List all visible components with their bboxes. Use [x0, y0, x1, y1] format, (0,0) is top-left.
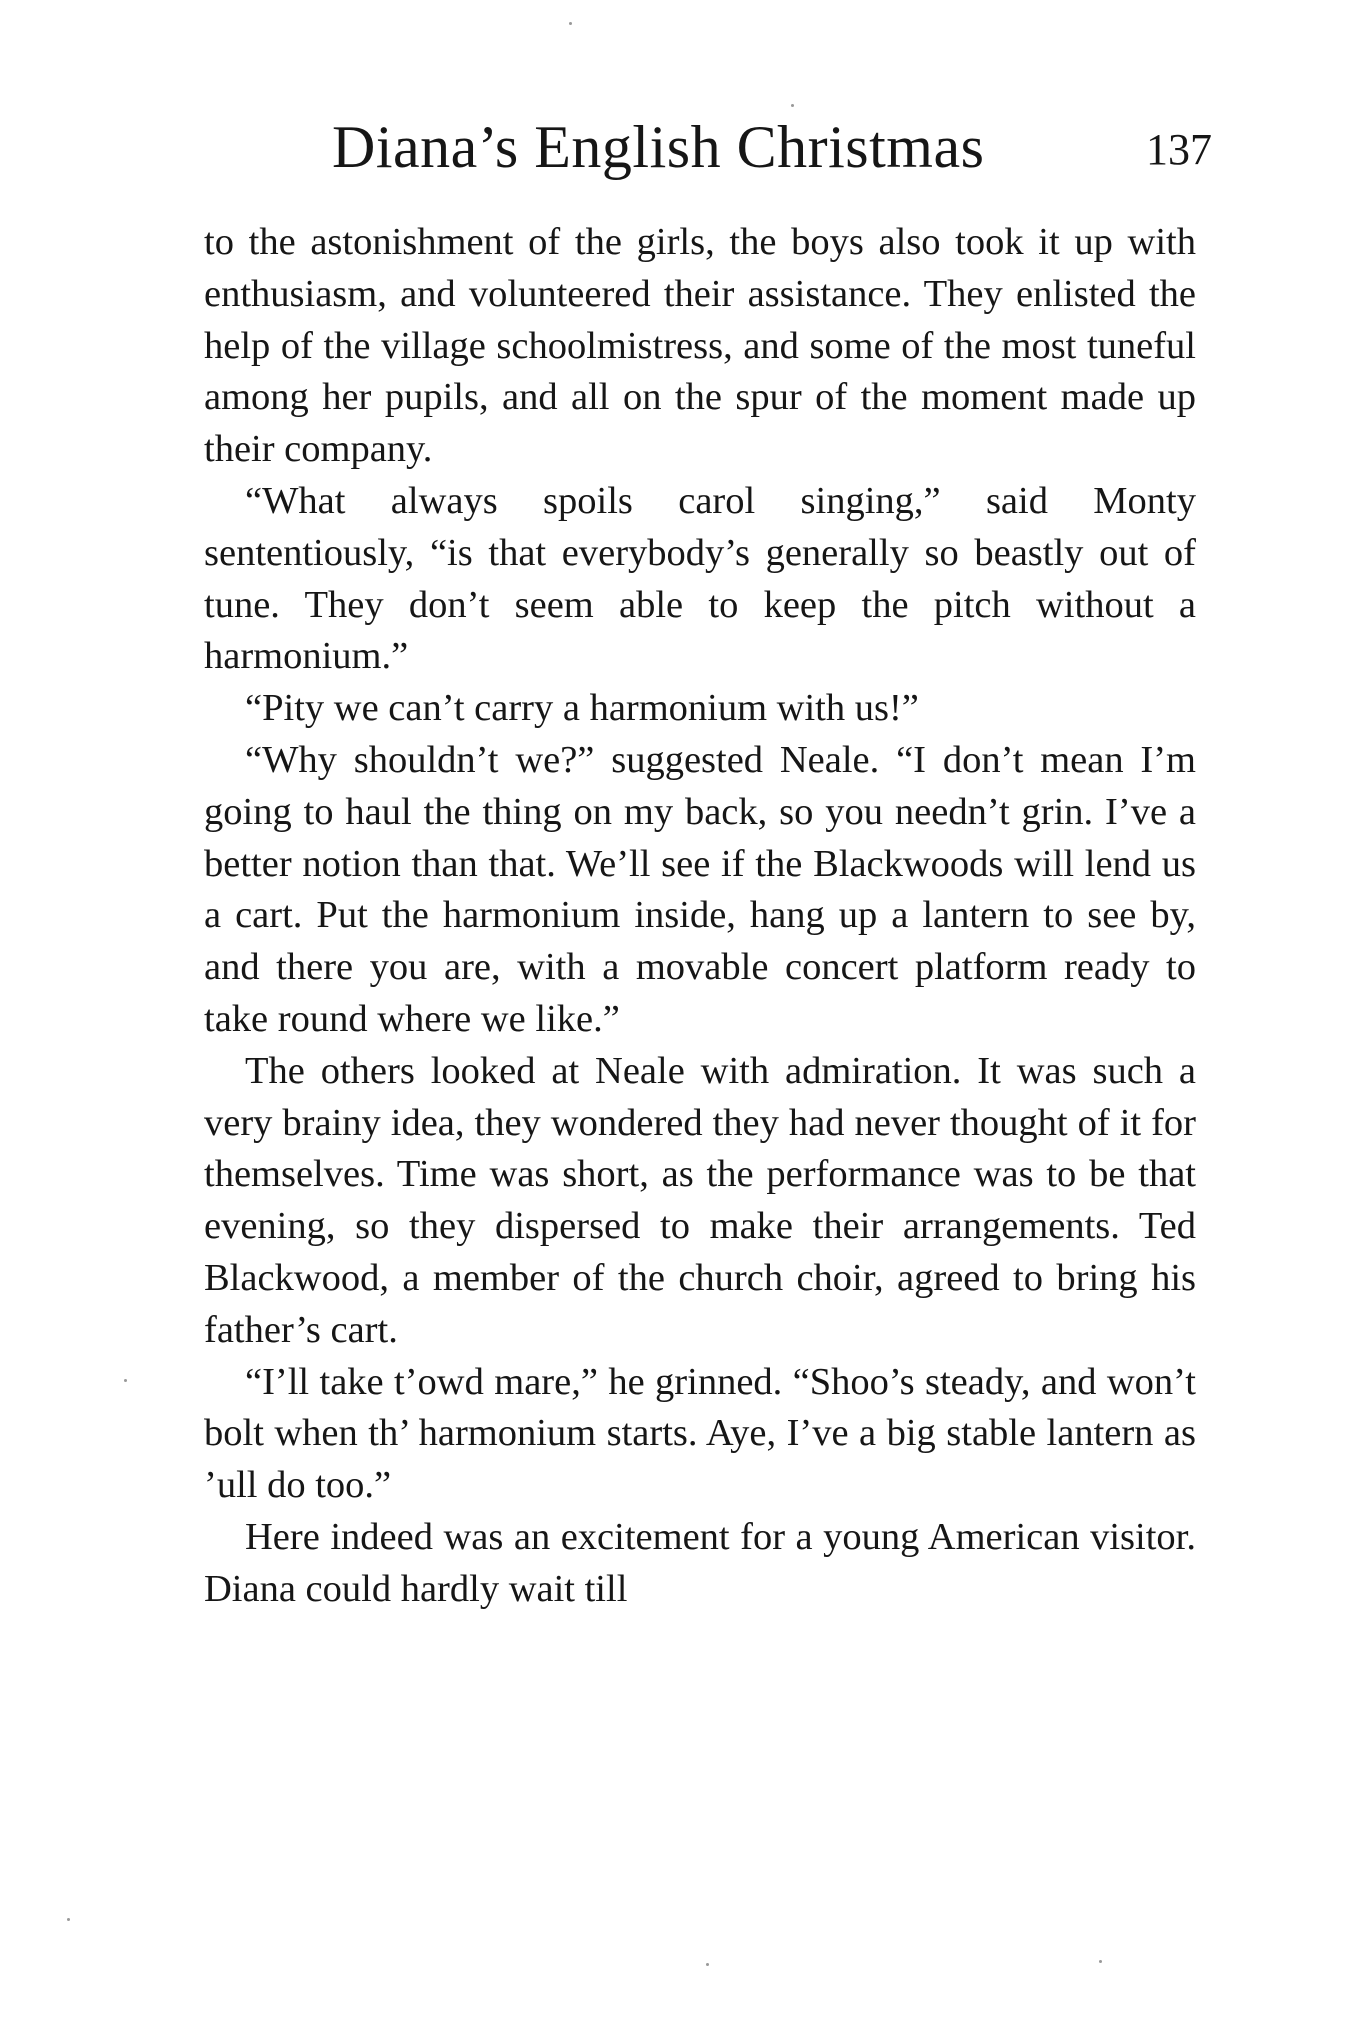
body-text [204, 217, 1196, 1616]
paragraph: Here indeed was an excitement for a young American visitor. Diana could hardly wait till [204, 1515, 1196, 1610]
paragraph: to the astonishment of the girls, the boys also took it up with enthusiasm, and volunteered their assistance. They enlisted the help of the village schoolmistress, and some of the most tuneful among her pupils, and all on the spur of the moment made up their company. [204, 221, 1196, 471]
running-head [332, 112, 1212, 182]
print-speck [124, 1379, 127, 1382]
print-speck [1099, 1960, 1102, 1963]
paragraph: “What always spoils carol singing,” said Monty sententiously, “is that everybody’s generally so beastly out of tune. They don’t seem able to keep the pitch without a harmonium.” [204, 479, 1196, 678]
page-number: 137 [1146, 125, 1212, 174]
print-speck [569, 22, 572, 25]
paragraph: “Why shouldn’t we?” suggested Neale. “I don’t mean I’m going to haul the thing on my back, so you needn’t grin. I’ve a better notion than that. We’ll see if the Blackwoods will lend us a cart. Put the harmonium inside, hang up a lantern to see by, and there you are, with a movable concert platform ready to take round where we like.” [204, 738, 1196, 1040]
paragraph: “Pity we can’t carry a harmonium with us!” [245, 687, 919, 730]
paragraph: The others looked at Neale with admiration. It was such a very brainy idea, they wondered they had never thought of it for themselves. Time was short, as the performance was to be that evening, so they dispersed to make their arrangements. Ted Blackwood, a member of the church choir, agreed to bring his father’s cart. [204, 1049, 1196, 1351]
paragraph: “I’ll take t’owd mare,” he grinned. “Shoo’s steady, and won’t bolt when th’ harmonium starts. Aye, I’ve a big stable lantern as ’ull do too.” [204, 1360, 1196, 1507]
print-speck [791, 104, 794, 107]
print-speck [67, 1918, 70, 1921]
print-speck [706, 1963, 709, 1966]
running-title: Diana’s English Christmas [332, 114, 985, 180]
